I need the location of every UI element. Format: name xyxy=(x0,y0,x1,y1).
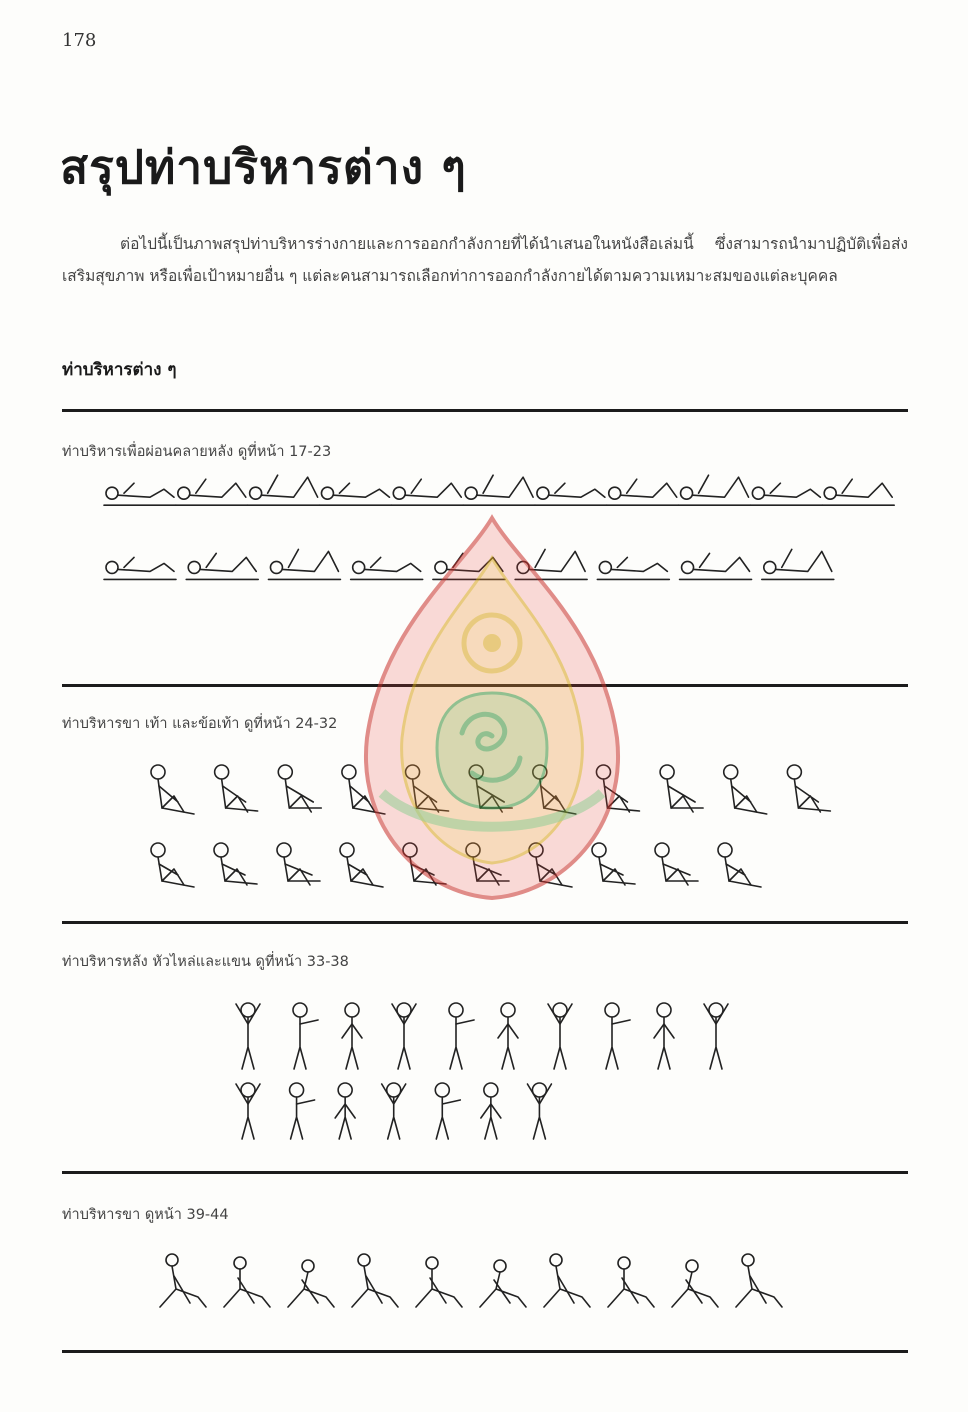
exercise-figure xyxy=(340,843,383,887)
exercise-figure xyxy=(351,557,423,579)
exercise-figure xyxy=(762,549,834,579)
exercise-figure xyxy=(679,475,751,505)
exercise-figure xyxy=(533,765,576,814)
exercise-figure xyxy=(672,1260,718,1307)
exercise-figure xyxy=(293,1003,318,1069)
exercise-figure xyxy=(176,479,248,505)
exercise-figure xyxy=(515,549,587,579)
exercise-figure xyxy=(160,1254,206,1307)
seal-hub xyxy=(483,634,501,652)
exercise-figure xyxy=(248,475,320,505)
section-rule xyxy=(62,1350,908,1353)
exercise-figure xyxy=(278,765,321,812)
exercise-figure xyxy=(592,843,635,885)
exercise-figure xyxy=(214,843,257,885)
exercise-figure xyxy=(544,1254,590,1307)
exercise-figure xyxy=(608,1257,654,1307)
exercise-figure xyxy=(236,1003,260,1069)
exercise-figure xyxy=(151,765,194,814)
exercise-figure xyxy=(654,1003,674,1069)
exercise-figures-leg-foot-row-2 xyxy=(140,840,770,895)
stretch-figures-illustration xyxy=(140,762,840,822)
exercise-figure xyxy=(480,1260,526,1307)
page-title: สรุปท่าบริหารต่าง ๆ xyxy=(60,140,467,194)
exercise-figure xyxy=(406,765,449,812)
exercise-figure xyxy=(342,765,385,814)
exercise-figure xyxy=(527,1083,551,1139)
exercise-figure xyxy=(288,1260,334,1307)
exercise-figure xyxy=(466,843,509,885)
exercise-figure xyxy=(787,765,830,812)
stretch-figures-illustration xyxy=(228,998,748,1073)
section-rule xyxy=(62,684,908,687)
exercise-figure xyxy=(104,483,176,505)
stretch-figures-illustration xyxy=(228,1078,568,1143)
exercise-figure xyxy=(290,1083,315,1139)
exercise-figures-leg-row xyxy=(150,1248,790,1313)
exercise-figure xyxy=(498,1003,518,1069)
exercise-figure xyxy=(449,1003,474,1069)
exercise-figure xyxy=(342,1003,362,1069)
exercise-figure xyxy=(529,843,572,887)
section-caption: ท่าบริหารเพื่อผ่อนคลายหลัง ดูที่หน้า 17-23 xyxy=(62,444,332,460)
seal-dharma-wheel xyxy=(464,615,520,671)
exercise-figure xyxy=(104,557,176,579)
exercise-figure xyxy=(236,1083,260,1139)
exercise-figures-back-shoulder-arm-row-2 xyxy=(228,1078,568,1143)
section-caption: ท่าบริหารหลัง หัวไหล่และแขน ดูที่หน้า 33-38 xyxy=(62,954,349,970)
page-number: 178 xyxy=(62,30,97,51)
exercise-figure xyxy=(382,1083,406,1139)
exercise-figure xyxy=(416,1257,462,1307)
exercise-figure xyxy=(597,557,669,579)
exercise-figure xyxy=(548,1003,572,1069)
exercise-figure xyxy=(215,765,258,812)
exercise-figure xyxy=(335,1083,355,1139)
section-caption: ท่าบริหารขา เท้า และข้อเท้า ดูที่หน้า 24-32 xyxy=(62,716,338,732)
exercise-figure xyxy=(481,1083,501,1139)
exercise-figure xyxy=(607,479,679,505)
exercise-figure xyxy=(277,843,320,885)
exercise-figures-back-shoulder-arm-row-1 xyxy=(228,998,748,1073)
exercise-figure xyxy=(724,765,767,814)
exercise-figure xyxy=(535,483,607,505)
exercise-figure xyxy=(736,1254,782,1307)
exercise-figures-back-relax-row-2 xyxy=(100,530,840,600)
section-heading: ท่าบริหารต่าง ๆ xyxy=(62,360,177,380)
exercise-figure xyxy=(151,843,194,887)
exercise-figures-leg-foot-row-1 xyxy=(140,762,840,822)
exercise-figure xyxy=(435,1083,460,1139)
exercise-figure xyxy=(352,1254,398,1307)
exercise-figure xyxy=(660,765,703,812)
stretch-figures-illustration xyxy=(100,530,840,600)
exercise-figure xyxy=(704,1003,728,1069)
exercise-figure xyxy=(718,843,761,887)
exercise-figure xyxy=(319,483,391,505)
exercise-figures-back-relax-row-1 xyxy=(100,462,890,522)
exercise-figure xyxy=(268,549,340,579)
intro-paragraph: ต่อไปนี้เป็นภาพสรุปท่าบริหารร่างกายและการออกกำลังกายที่ได้นำเสนอในหนังสือเล่มนี้ ซึ่งสามารถนำมาปฏิบัติเพื่อส่งเสริมสุขภาพ หรือเพื่อเป้าหมายอื่น ๆ แต่ละคนสามารถเลือกท่าการออกกำลังกายได้ตามความเหมาะสมของแต่ละบุคคล xyxy=(62,235,908,285)
exercise-figure xyxy=(391,479,463,505)
exercise-figure xyxy=(186,553,258,579)
exercise-figure xyxy=(224,1257,270,1307)
section-rule xyxy=(62,921,908,924)
stretch-figures-illustration xyxy=(100,462,890,522)
stretch-figures-illustration xyxy=(150,1248,790,1313)
exercise-figure xyxy=(655,843,698,885)
exercise-figure xyxy=(680,553,752,579)
section-rule xyxy=(62,1171,908,1174)
exercise-figure xyxy=(750,483,822,505)
exercise-figure xyxy=(469,765,512,812)
exercise-figure xyxy=(463,475,535,505)
exercise-figure xyxy=(822,479,894,505)
section-caption: ท่าบริหารขา ดูหน้า 39-44 xyxy=(62,1207,229,1223)
stretch-figures-illustration xyxy=(140,840,770,895)
exercise-figure xyxy=(392,1003,416,1069)
exercise-figure xyxy=(403,843,446,885)
section-rule xyxy=(62,409,908,412)
exercise-figure xyxy=(596,765,639,812)
exercise-figure xyxy=(605,1003,630,1069)
exercise-figure xyxy=(433,553,505,579)
